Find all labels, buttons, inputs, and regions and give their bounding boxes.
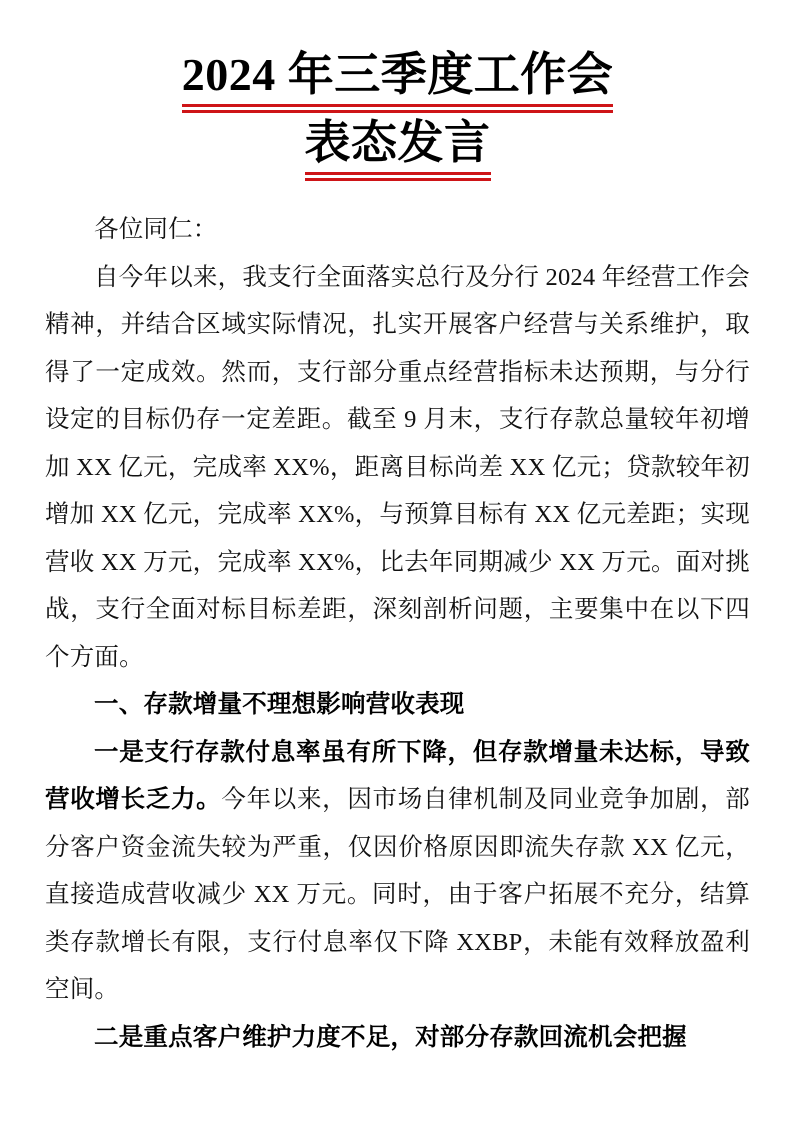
title-line-1 bbox=[45, 44, 750, 108]
paragraph-point-1-rest: 今年以来，因市场自律机制及同业竞争加剧，部分客户资金流失较为严重，仅因价格原因即流失存款 XX 亿元，直接造成营收减少 XX 万元。同时，由于客户拓展不充分，结算类存款增长有限，支行付息率仅下降 XXBP，未能有效释放盈利空间。 bbox=[45, 786, 750, 1003]
document-body bbox=[45, 206, 750, 1061]
title-line-2-text: 表态发言 bbox=[305, 112, 491, 176]
title-line-1-text: 2024 年三季度工作会 bbox=[182, 44, 614, 108]
paragraph-point-2 bbox=[45, 1014, 750, 1062]
paragraph-point-1 bbox=[45, 729, 750, 1014]
paragraph-opening: 自今年以来，我支行全面落实总行及分行 2024 年经营工作会精神，并结合区域实际情况，扎实开展客户经营与关系维护，取得了一定成效。然而，支行部分重点经营指标未达预期，与分行设定的目标仍存一定差距。截至 9 月末，支行存款总量较年初增加 XX 亿元，完成率 XX%，距离目标尚差 XX 亿元；贷款较年初增加 XX 亿元，完成率 XX%，与预算目标有 XX 亿元差距；实现营收 XX 万元，完成率 XX%，比去年同期减少 XX 万元。面对挑战，支行全面对标目标差距，深刻剖析问题，主要集中在以下四个方面。 bbox=[45, 263, 750, 671]
title-line-2 bbox=[45, 112, 750, 176]
salutation: 各位同仁： bbox=[94, 216, 218, 243]
page-title bbox=[45, 0, 750, 176]
section-heading-1: 一、存款增量不理想影响营收表现 bbox=[94, 691, 465, 718]
page-content bbox=[45, 0, 750, 1061]
paragraph-point-1-lead: 一是支行存款付息率虽有所下降，但存款增量未达标，导致营收增长乏力。 bbox=[45, 738, 750, 813]
paragraph-point-2-lead: 二是重点客户维护力度不足，对部分存款回流机会把握 bbox=[94, 1023, 687, 1051]
